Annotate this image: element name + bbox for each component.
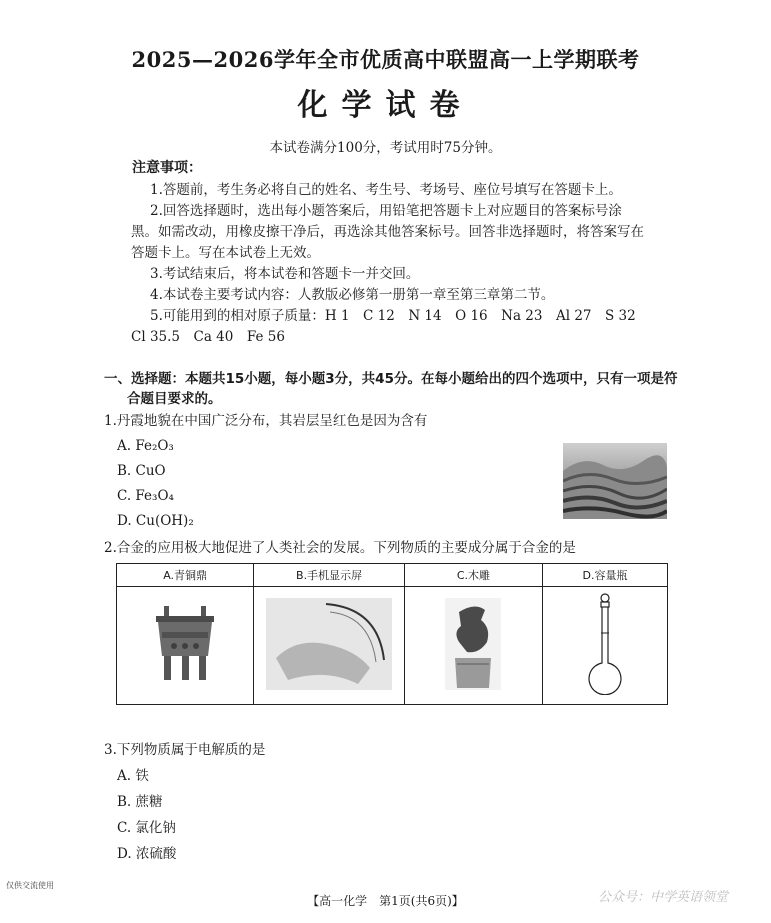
q1-option-a: A. Fe₂O₃	[117, 438, 174, 454]
section-heading-line-2: 合题目要求的。	[127, 391, 222, 407]
usage-note: 仅供交流使用	[6, 881, 54, 890]
notice-title: 注意事项：	[132, 160, 202, 176]
q1-option-c: C. Fe₃O₄	[117, 488, 174, 504]
notice-line-5: 3.考试结束后，将本试卷和答题卡一并交回。	[150, 266, 420, 282]
q3-option-b: B. 蔗糖	[117, 794, 163, 810]
q3-option-d: D. 浓硫酸	[117, 846, 177, 862]
q2-option-c-label: C.木雕	[404, 564, 542, 587]
phone-screen-image	[266, 598, 392, 690]
q1-stem: 1.丹霞地貌在中国广泛分布，其岩层呈红色是因为含有	[104, 413, 428, 429]
q2-stem: 2.合金的应用极大地促进了人类社会的发展。下列物质的主要成分属于合金的是	[104, 540, 576, 556]
q3-stem: 3.下列物质属于电解质的是	[104, 742, 266, 758]
q1-option-d: D. Cu(OH)₂	[117, 513, 194, 529]
q2-option-b-image-cell	[254, 587, 405, 705]
q2-options-table	[116, 563, 668, 705]
q1-option-b: B. CuO	[117, 463, 166, 479]
bronze-ding-image	[150, 604, 220, 684]
exam-info: 本试卷满分100分，考试用时75分钟。	[269, 140, 502, 156]
q2-option-a-label: A.青铜鼎	[117, 564, 254, 587]
notice-line-4: 答题卡上。写在本试卷上无效。	[131, 245, 320, 261]
q2-option-a-image-cell	[117, 587, 254, 705]
q3-option-c: C. 氯化钠	[117, 820, 176, 836]
section-heading-line-1: 一、选择题：本题共15小题，每小题3分，共45分。在每小题给出的四个选项中，只有一项是符	[104, 371, 678, 387]
watermark: 公众号：中学英语领堂	[598, 890, 729, 905]
wood-carving-image	[445, 598, 501, 690]
notice-line-7: 5.可能用到的相对原子质量：H 1 C 12 N 14 O 16 Na 23 Al 27 S 32	[150, 308, 636, 324]
notice-line-3: 黑。如需改动，用橡皮擦干净后，再选涂其他答案标号。回答非选择题时，将答案写在	[131, 224, 644, 240]
q2-option-d-label: D.容量瓶	[542, 564, 667, 587]
danxia-landform-image	[563, 443, 667, 519]
notice-line-1: 1.答题前，考生务必将自己的姓名、考生号、考场号、座位号填写在答题卡上。	[150, 182, 622, 198]
exam-header: 2025—2026学年全市优质高中联盟高一上学期联考	[131, 47, 640, 72]
q2-option-b-label: B.手机显示屏	[254, 564, 405, 587]
page-footer: 【高一化学 第1页(共6页)】	[307, 894, 464, 908]
notice-line-2: 2.回答选择题时，选出每小题答案后，用铅笔把答题卡上对应题目的答案标号涂	[150, 203, 622, 219]
q2-option-d-image-cell	[542, 587, 667, 705]
volumetric-flask-image	[585, 593, 625, 695]
subject-title: 化学试卷	[297, 88, 474, 123]
q3-option-a: A. 铁	[117, 768, 149, 784]
q2-option-c-image-cell	[404, 587, 542, 705]
notice-line-8: Cl 35.5 Ca 40 Fe 56	[131, 329, 285, 345]
notice-line-6: 4.本试卷主要考试内容：人教版必修第一册第一章至第三章第二节。	[150, 287, 555, 303]
